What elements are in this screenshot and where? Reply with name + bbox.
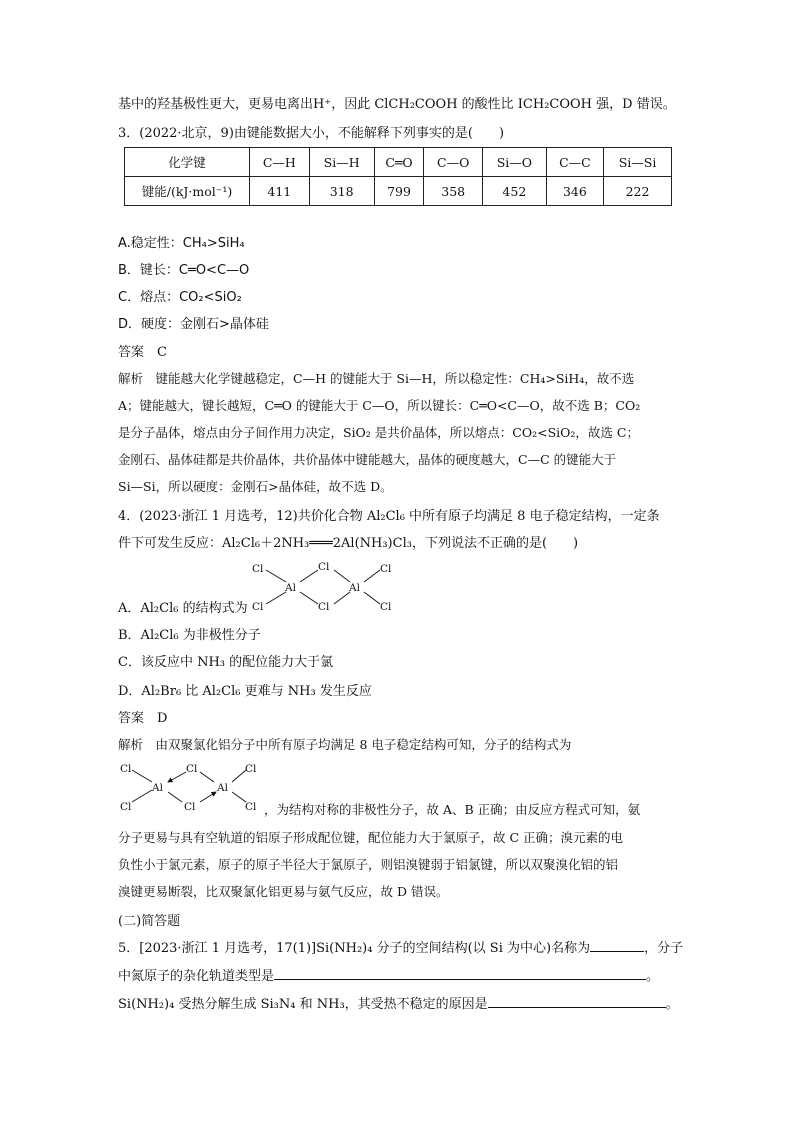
question-4-stem-line-2: 件下可发生反应：Al₂Cl₆＋2NH₃═══2Al(NH₃)Cl₃，下列说法不正确的是( )	[118, 536, 579, 551]
question-5-line-2	[118, 965, 659, 984]
question-5-text: 。	[665, 997, 679, 1012]
question-4-stem-line-1: 4．(2023·浙江 1 月选考，12)共价化合物 Al₂Cl₆ 中所有原子均满足 8 电子稳定结构，一定条	[118, 509, 660, 524]
explanation-4-line-2: ，为结构对称的非极性分子，故 A、B 正确；由反应方程式可知，氨	[264, 802, 641, 817]
table-header-cell: C═O	[374, 148, 424, 177]
text-line-1: 基中的羟基极性更大，更易电离出H⁺，因此 ClCH₂COOH 的酸性比 ICH₂COOH 强，D 错误。	[118, 97, 676, 112]
explanation-4-line-1: 解析 由双聚氯化铝分子中所有原子均满足 8 电子稳定结构可知，分子的结构式为	[118, 737, 572, 752]
bond-energy-table	[124, 147, 672, 206]
explanation-3-line-3: 是分子晶体，熔点由分子间作用力决定，SiO₂ 是共价晶体，所以熔点：CO₂<SiO₂，故选 C；	[118, 425, 639, 440]
al-atom-label: Al	[285, 582, 296, 594]
al-atom-label: Al	[152, 782, 163, 794]
cl-atom-label: Cl	[245, 801, 257, 812]
explanation-3-line-5: Si—Si，所以硬度：金刚石>晶体硅，故不选 D。	[118, 479, 393, 494]
question-5-text: 5．[2023·浙江 1 月选考，17(1)]Si(NH₂)₄ 分子的空间结构(以 Si 为中心)名称为	[118, 941, 591, 956]
option-4b: B．Al₂Cl₆ 为非极性分子	[118, 628, 261, 643]
section-heading-short-answer: (二)简答题	[118, 914, 181, 929]
cl-atom-label: Cl	[252, 601, 264, 613]
table-header-cell: Si—Si	[604, 148, 672, 177]
cl-atom-label: Cl	[120, 801, 132, 812]
answer-blank-3[interactable]	[488, 995, 666, 1008]
answer-3: 答案 C	[118, 345, 167, 360]
answer-blank-2[interactable]	[274, 967, 646, 980]
cl-atom-label: Cl	[380, 563, 392, 575]
table-cell: 452	[482, 177, 546, 206]
explanation-3-line-2: A；键能越大，键长越短，C═O 的键能大于 C—O，所以键长：C═O<C—O，故不选 B；CO₂	[118, 398, 641, 413]
question-3-stem: 3．(2022·北京，9)由键能数据大小，不能解释下列事实的是( )	[118, 126, 505, 141]
option-3d: D．硬度：金刚石>晶体硅	[118, 317, 269, 332]
al2cl6-structure-diagram	[248, 558, 408, 616]
table-row-label: 键能/(kJ·mol⁻¹)	[125, 177, 250, 206]
table-cell: 318	[309, 177, 374, 206]
option-4c: C．该反应中 NH₃ 的配位能力大于氯	[118, 655, 334, 670]
explanation-3-line-1: 解析 键能越大化学键越稳定，C—H 的键能大于 Si—H，所以稳定性：CH₄>SiH₄，故不选	[118, 371, 635, 386]
table-row	[125, 177, 672, 206]
cl-atom-label: Cl	[380, 601, 392, 613]
option-4d: D．Al₂Br₆ 比 Al₂Cl₆ 更难与 NH₃ 发生反应	[118, 684, 372, 699]
cl-atom-label: Cl	[245, 763, 257, 775]
explanation-4-line-3: 分子更易与具有空轨道的铝原子形成配位键，配位能力大于氯原子，故 C 正确；溴元素的电	[118, 830, 624, 845]
option-3c: C．熔点：CO₂<SiO₂	[118, 290, 242, 305]
option-4a: A．Al₂Cl₆ 的结构式为	[118, 601, 248, 616]
table-header-row	[125, 148, 672, 177]
table-header-cell: Si—H	[309, 148, 374, 177]
cl-atom-label: Cl	[318, 561, 330, 573]
question-5-text: 中氮原子的杂化轨道类型是	[118, 969, 275, 984]
al-atom-label: Al	[217, 782, 228, 794]
explanation-4-line-5: 溴键更易断裂，比双聚氯化铝更易与氨气反应，故 D 错误。	[118, 884, 449, 899]
table-cell: 346	[546, 177, 603, 206]
explanation-4-line-4: 负性小于氯元素，原子的原子半径大于氯原子，则铝溴键弱于铝氯键，所以双聚溴化铝的铝	[118, 857, 619, 872]
cl-atom-label: Cl	[184, 801, 196, 812]
table-header-cell: C—O	[424, 148, 483, 177]
cl-atom-label: Cl	[120, 763, 132, 775]
cl-atom-label: Cl	[318, 601, 330, 613]
option-3b: B．键长：C═O<C—O	[118, 263, 250, 278]
answer-4: 答案 D	[118, 711, 168, 726]
table-cell: 411	[250, 177, 310, 206]
table-header-cell: C—H	[250, 148, 310, 177]
table-header-cell: C—C	[546, 148, 603, 177]
al-atom-label: Al	[349, 582, 360, 594]
question-5-text: 。	[646, 969, 660, 984]
question-5-line-3	[118, 993, 679, 1012]
answer-blank-1[interactable]	[590, 939, 644, 952]
explanation-3-line-4: 金刚石、晶体硅都是共价晶体，共价晶体中键能越大，晶体的硬度越大，C—C 的键能大于	[118, 452, 617, 467]
table-header-cell: 化学键	[125, 148, 250, 177]
cl-atom-label: Cl	[252, 563, 264, 575]
question-5-line-1	[118, 937, 683, 956]
question-5-text: Si(NH₂)₄ 受热分解生成 Si₃N₄ 和 NH₃，其受热不稳定的原因是	[118, 997, 488, 1012]
table-cell: 222	[604, 177, 672, 206]
table-cell: 799	[374, 177, 424, 206]
table-header-cell: Si—O	[482, 148, 546, 177]
option-3a: A.稳定性：CH₄>SiH₄	[118, 236, 245, 251]
cl-atom-label: Cl	[186, 763, 198, 775]
al2cl6-coordinate-structure	[116, 760, 266, 812]
table-cell: 358	[424, 177, 483, 206]
question-5-text: ，分子	[644, 941, 684, 956]
